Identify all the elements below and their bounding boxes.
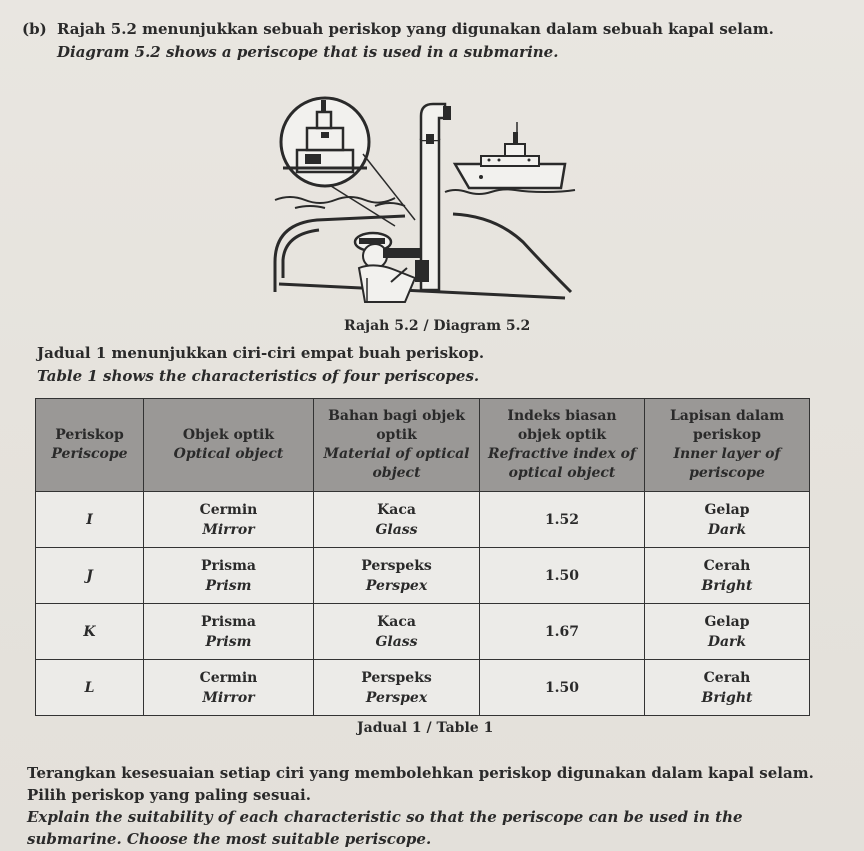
inner-layer-cell: Cerah Bright	[645, 548, 810, 604]
inner-layer-cell: Cerah Bright	[645, 660, 810, 716]
header-optical-object: Objek optik Optical object	[144, 399, 314, 492]
optical-object-cell: Prisma Prism	[144, 604, 314, 660]
periscope-id: L	[36, 660, 144, 716]
optical-object-cell: Cermin Mirror	[144, 660, 314, 716]
question-text-english: Diagram 5.2 shows a periscope that is used in a submarine.	[57, 43, 559, 61]
optical-object-cell: Cermin Mirror	[144, 492, 314, 548]
material-cell: Kaca Glass	[314, 492, 480, 548]
instruction-malay: Terangkan kesesuaian setiap ciri yang membolehkan periskop digunakan dalam kapal selam. Pilih periskop yang paling sesuai.	[27, 764, 814, 804]
refractive-index-cell: 1.67	[480, 604, 645, 660]
header-periscope: Periskop Periscope	[36, 399, 144, 492]
table-intro-english: Table 1 shows the characteristics of four periscopes.	[37, 367, 480, 385]
periscope-id: I	[36, 492, 144, 548]
table-row	[36, 548, 810, 604]
header-refractive-index: Indeks biasan objek optik Refractive index of optical object	[480, 399, 645, 492]
material-cell: Kaca Glass	[314, 604, 480, 660]
inset-view-circle	[281, 98, 369, 186]
optical-object-cell: Prisma Prism	[144, 548, 314, 604]
question-text-malay: Rajah 5.2 menunjukkan sebuah periskop yang digunakan dalam sebuah kapal selam.	[57, 20, 774, 38]
question-label: (b)	[22, 20, 47, 38]
header-material: Bahan bagi objek optik Material of optical object	[314, 399, 480, 492]
ship-icon	[455, 122, 565, 188]
periscope-submarine-diagram	[255, 92, 615, 322]
table-header-row	[36, 399, 810, 492]
header-inner-layer: Lapisan dalam periskop Inner layer of periscope	[645, 399, 810, 492]
inner-layer-cell: Gelap Dark	[645, 604, 810, 660]
refractive-index-cell: 1.50	[480, 548, 645, 604]
material-cell: Perspeks Perspex	[314, 548, 480, 604]
periscope-characteristics-table	[35, 398, 810, 716]
periscope-id: J	[36, 548, 144, 604]
refractive-index-cell: 1.50	[480, 660, 645, 716]
table-row	[36, 604, 810, 660]
table-row	[36, 660, 810, 716]
periscope-id: K	[36, 604, 144, 660]
material-cell: Perspeks Perspex	[314, 660, 480, 716]
inner-layer-cell: Gelap Dark	[645, 492, 810, 548]
table-intro-malay: Jadual 1 menunjukkan ciri-ciri empat buah periskop.	[37, 344, 485, 362]
refractive-index-cell: 1.52	[480, 492, 645, 548]
table-row	[36, 492, 810, 548]
diagram-caption: Rajah 5.2 / Diagram 5.2	[344, 318, 531, 334]
instruction-english: Explain the suitability of each characteristic so that the periscope can be used in the submarine. Choose the most suitable periscope.	[27, 808, 743, 848]
table-caption: Jadual 1 / Table 1	[357, 720, 494, 736]
